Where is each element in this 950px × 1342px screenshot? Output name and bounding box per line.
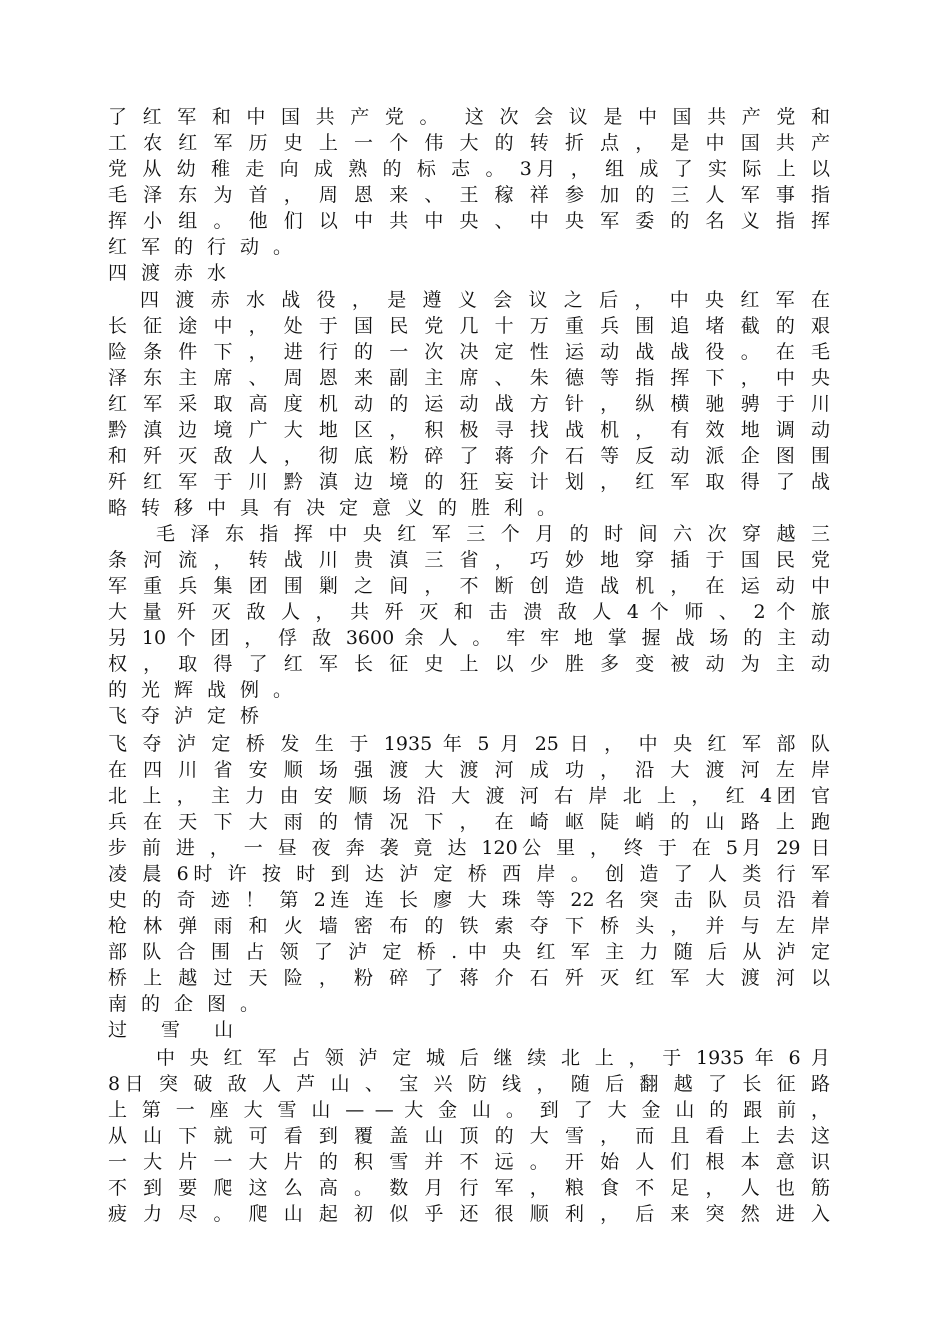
text-line: 从 山 下 就 可 看 到 覆 盖 山 顶 的 大 雪 ， 而 且 看 上 去 这 <box>108 1125 830 1147</box>
text-line: 毛 泽 东 指 挥 中 央 红 军 三 个 月 的 时 间 六 次 穿 越 三 <box>156 523 830 545</box>
text-line: 不 到 要 爬 这 么 高 。 数 月 行 军 ， 粮 食 不 足 ， 人 也 筋 <box>108 1177 830 1199</box>
text-line: 飞 夺 泸 定 桥 发 生 于 1935 年 5 月 25 日 ， 中 央 红 军 部 队 <box>108 733 830 755</box>
text-line: 了 红 军 和 中 国 共 产 党 。 这 次 会 议 是 中 国 共 产 党 和 <box>108 106 830 128</box>
text-line: 南的企图。 <box>108 993 274 1015</box>
text-line: 红军的行动。 <box>108 236 307 258</box>
text-line: 在 四 川 省 安 顺 场 强 渡 大 渡 河 成 功 ， 沿 大 渡 河 左 岸 <box>108 759 830 781</box>
text-line: 史 的 奇 迹 ！ 第 2连 连 长 廖 大 珠 等 22 名 突 击 队 员 沿 着 <box>108 889 830 911</box>
section-heading: 四渡赤水 <box>108 262 241 284</box>
text-line: 中 央 红 军 占 领 泸 定 城 后 继 续 北 上 ， 于 1935 年 6 月 <box>156 1047 830 1069</box>
text-line: 工 农 红 军 历 史 上 一 个 伟 大 的 转 折 点 ， 是 中 国 共 产 <box>108 132 830 154</box>
text-line: 凌 晨 6时 许 按 时 到 达 泸 定 桥 西 岸 。 创 造 了 人 类 行 军 <box>108 863 830 885</box>
text-line: 挥 小 组 。 他 们 以 中 共 中 央 、 中 央 军 委 的 名 义 指 挥 <box>108 210 830 232</box>
text-line: 北 上 ， 主 力 由 安 顺 场 沿 大 渡 河 右 岸 北 上 ， 红 4团 官 <box>108 785 830 807</box>
text-line: 红 军 采 取 高 度 机 动 的 运 动 战 方 针 ， 纵 横 驰 骋 于 川 <box>108 393 830 415</box>
text-line: 和 歼 灭 敌 人 ， 彻 底 粉 碎 了 蒋 介 石 等 反 动 派 企 图 围 <box>108 445 830 467</box>
text-line: 的光辉战例。 <box>108 679 307 701</box>
text-line: 桥 上 越 过 天 险 ， 粉 碎 了 蒋 介 石 歼 灭 红 军 大 渡 河 以 <box>108 967 830 989</box>
text-line: 大 量 歼 灭 敌 人 ， 共 歼 灭 和 击 溃 敌 人 4 个 师 、 2 个 旅 <box>108 601 830 623</box>
section-heading: 过 雪 山 <box>108 1019 248 1041</box>
text-line: 疲 力 尽 。 爬 山 起 初 似 乎 还 很 顺 利 ， 后 来 突 然 进 入 <box>108 1203 830 1225</box>
text-line: 步 前 进 ， 一 昼 夜 奔 袭 竟 达 120公 里 ， 终 于 在 5月 29 日 <box>108 837 830 859</box>
text-line: 部 队 合 围 占 领 了 泸 定 桥 . 中 央 红 军 主 力 随 后 从 泸 定 <box>108 941 830 963</box>
text-line: 歼 红 军 于 川 黔 滇 边 境 的 狂 妄 计 划 ， 红 军 取 得 了 战 <box>108 471 830 493</box>
text-line: 党 从 幼 稚 走 向 成 熟 的 标 志 。 3月 ， 组 成 了 实 际 上 以 <box>108 158 830 180</box>
text-line: 8日 突 破 敌 人 芦 山 、 宝 兴 防 线 ， 随 后 翻 越 了 长 征 路 <box>108 1073 830 1095</box>
text-line: 一 大 片 一 大 片 的 积 雪 并 不 远 。 开 始 人 们 根 本 意 识 <box>108 1151 830 1173</box>
text-line: 险 条 件 下 ， 进 行 的 一 次 决 定 性 运 动 战 战 役 。 在 毛 <box>108 341 830 363</box>
text-line: 枪 林 弹 雨 和 火 墙 密 布 的 铁 索 夺 下 桥 头 ， 并 与 左 岸 <box>108 915 830 937</box>
text-line: 兵 在 天 下 大 雨 的 情 况 下 ， 在 崎 岖 陡 峭 的 山 路 上 跑 <box>108 811 830 833</box>
text-line: 略转移中具有决定意义的胜利。 <box>108 497 571 519</box>
text-line: 四 渡 赤 水 战 役 ， 是 遵 义 会 议 之 后 ， 中 央 红 军 在 <box>140 289 830 311</box>
text-line: 泽 东 主 席 、 周 恩 来 副 主 席 、 朱 德 等 指 挥 下 ， 中 央 <box>108 367 830 389</box>
text-line: 黔 滇 边 境 广 大 地 区 ， 积 极 寻 找 战 机 ， 有 效 地 调 动 <box>108 419 830 441</box>
text-line: 长 征 途 中 ， 处 于 国 民 党 几 十 万 重 兵 围 追 堵 截 的 艰 <box>108 315 830 337</box>
text-line: 毛 泽 东 为 首 ， 周 恩 来 、 王 稼 祥 参 加 的 三 人 军 事 指 <box>108 184 830 206</box>
text-line: 另 10 个 团 ， 俘 敌 3600 余 人 。 牢 牢 地 掌 握 战 场 的 主 动 <box>108 627 830 649</box>
text-line: 权 ， 取 得 了 红 军 长 征 史 上 以 少 胜 多 变 被 动 为 主 动 <box>108 653 830 675</box>
section-heading: 飞夺泸定桥 <box>108 705 274 727</box>
text-line: 军 重 兵 集 团 围 剿 之 间 ， 不 断 创 造 战 机 ， 在 运 动 中 <box>108 575 830 597</box>
text-line: 上 第 一 座 大 雪 山 — — 大 金 山 。 到 了 大 金 山 的 跟 前 ， <box>108 1099 830 1121</box>
text-line: 条 河 流 ， 转 战 川 贵 滇 三 省 ， 巧 妙 地 穿 插 于 国 民 党 <box>108 549 830 571</box>
